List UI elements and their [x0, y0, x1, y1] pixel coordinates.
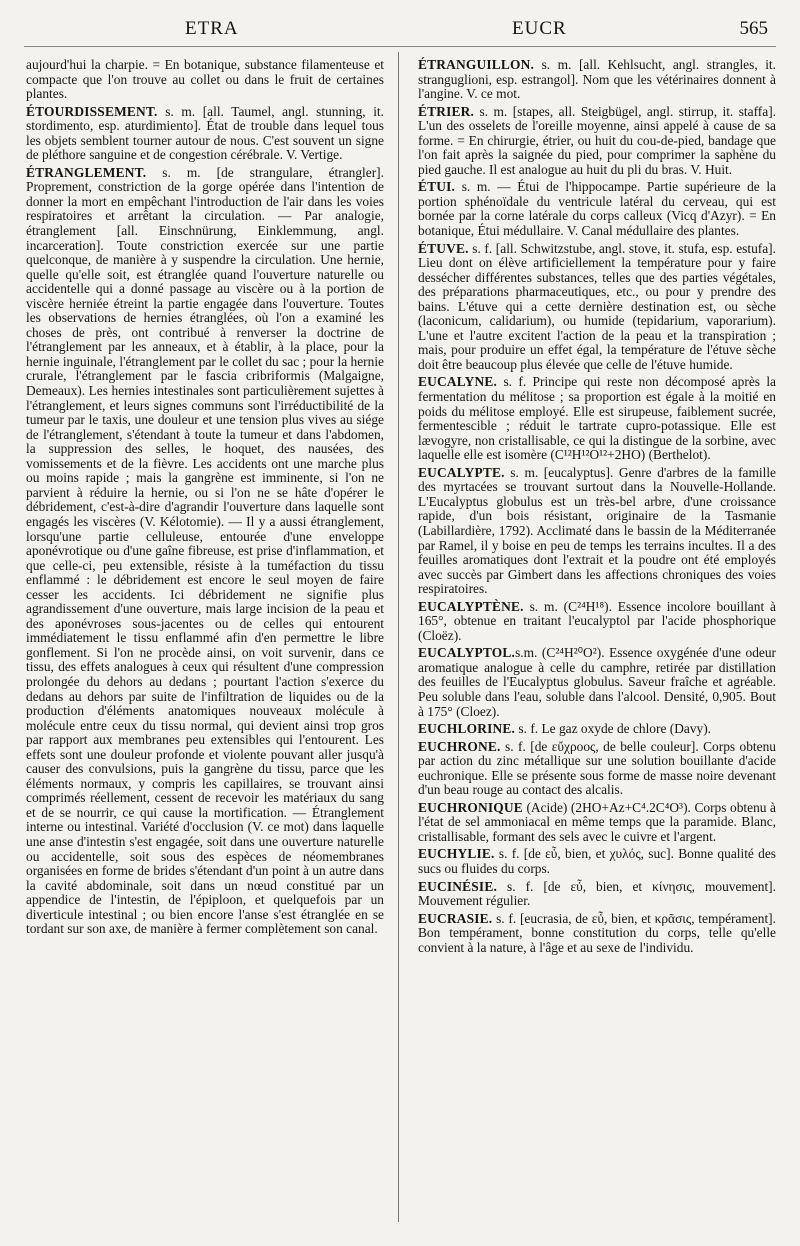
- entry-text: s. m. [all. Kehlsucht, angl. strangles, it. stranguglioni, esp. estrangol]. Nom que les vétérinaires donnent à l'angine. V. ce mot.: [418, 57, 776, 102]
- entry-text: (Acide) (2HO+Az+C⁴.2C⁴O³). Corps obtenu à l'état de sel ammoniacal en même temps que la paramide. Blanc, cristallisable, formant des sels avec le cuivre et l'argent.: [418, 799, 776, 844]
- entry-headword: EUCHRONIQUE: [418, 799, 523, 815]
- entry-text: s.m. (C²⁴H²⁰O²). Essence oxygénée d'une odeur aromatique analogue à celle du camphre, retirée par distillation des feuilles de l'Eucalyptus globulus. Saveur fraîche et agréable. Peu soluble dans l'eau, soluble dans l'alcool. Densité, 0,905. Bout à 175° (Cloez).: [418, 645, 776, 719]
- entry-headword: ÉTUI.: [418, 179, 456, 195]
- dictionary-entry: [418, 105, 776, 178]
- entry-text: aujourd'hui la charpie. = En botanique, substance filamenteuse et compacte que l'on trouve au collet ou dans le fruit de certaines plantes.: [26, 57, 384, 102]
- dictionary-entry: [418, 646, 776, 719]
- dictionary-entry: [418, 375, 776, 462]
- dictionary-entry: [418, 801, 776, 845]
- dictionary-entry: [418, 740, 776, 798]
- dictionary-entry: [26, 58, 384, 102]
- right-column: [418, 58, 776, 958]
- running-head-right: EUCR: [512, 18, 567, 39]
- dictionary-entry: [418, 880, 776, 909]
- entry-text: s. m. [all. Taumel, angl. stunning, it. stordimento, esp. aturdimiento]. État de trouble dans lequel tous les objets semblent tourner autour de nous. C'est souvent un signe de pléthore sanguine et de congestion cérébrale. V. Vertige.: [26, 103, 384, 163]
- running-head-left: ETRA: [185, 18, 239, 39]
- entry-text: s. f. [de εὖ, bien, et χυλός, suc]. Bonne qualité des sucs ou fluides du corps.: [418, 846, 776, 876]
- entry-headword: EUCRASIE.: [418, 910, 493, 926]
- entry-headword: EUCALYNE.: [418, 374, 498, 390]
- entry-text: s. m. [eucalyptus]. Genre d'arbres de la famille des myrtacées se trouvant surtout dans la Nouvelle-Hollande. L'Eucalyptus globulus est un très-bel arbre, d'une croissance rapide, d'un bois résistant, originaire de la Tasmanie (Labillardière, 1792). Acclimaté dans le bassin de la Méditerranée par Ramel, il y boise en peu de temps les terrains incultes. Il a des feuilles aromatiques dont l'extrait et la poudre ont été employés avec succès par Gimbert dans les affections chroniques des voies respiratoires.: [418, 464, 776, 597]
- dictionary-entry: [418, 242, 776, 373]
- entry-text: s. m. (C²⁴H¹⁸). Essence incolore bouillant à 165°, obtenue en traitant l'eucalyptol par l'acide phosphorique (Cloëz).: [418, 598, 776, 643]
- dictionary-entry: [418, 58, 776, 102]
- dictionary-entry: [418, 722, 776, 737]
- page-number: 565: [739, 18, 768, 39]
- header-rule: [24, 46, 776, 47]
- entry-headword: ÉTUVE.: [418, 240, 469, 256]
- dictionary-entry: [418, 466, 776, 597]
- dictionary-entry: [26, 105, 384, 163]
- dictionary-entry: [418, 600, 776, 644]
- entry-text: s. f. [de εὔχροος, de belle couleur]. Corps obtenu par action du zinc métallique sur une solution bouillante d'acide euchronique. Elle se présente sous forme de masse noire devenant d'un beau rouge au contact des alcalis.: [418, 738, 776, 798]
- entry-headword: EUCHYLIE.: [418, 846, 495, 862]
- dictionary-entry: [418, 912, 776, 956]
- column-divider: [398, 52, 399, 1222]
- entry-text: s. f. Le gaz oxyde de chlore (Davy).: [515, 721, 712, 737]
- entry-headword: EUCHRONE.: [418, 738, 501, 754]
- entry-text: s. m. — Étui de l'hippocampe. Partie supérieure de la portion sphénoïdale du ventricule latéral du cerveau, qui est bornée par la corne latérale du corps calleux (Vicq d'Azyr). = En botanique, Étui médullaire. V. Canal médullaire des plantes.: [418, 179, 776, 239]
- entry-headword: ÉTOURDISSEMENT.: [26, 103, 158, 119]
- left-column: [26, 58, 384, 940]
- dictionary-entry: [418, 180, 776, 238]
- entry-headword: EUCALYPTE.: [418, 464, 505, 480]
- entry-text: s. f. [eucrasia, de εὖ, bien, et κρᾶσις, tempérament]. Bon tempérament, bonne constitution du corps, telle qu'elle convient à la nature, à l'âge et au sexe de l'individu.: [418, 910, 776, 955]
- entry-text: s. m. [de strangulare, étrangler]. Proprement, constriction de la gorge opérée dans l'intention de donner la mort en empêchant l'introduction de l'air dans les voies respiratoires et arrêtant la circulation. — Par analogie, étranglement [all. Einschnürung, Einklemmung, angl. incarceration]. Toute constriction exercée sur une partie quelconque, de manière à y suspendre la circulation. Une hernie, quelle qu'elle soit, est étranglée quand l'ouverture naturelle ou accidentelle qui a donné passage au viscère ou à la portion de viscère herniée étreint la partie engagée dans l'ouverture. Toutes les observations de hernies étranglées, où l'on a examiné les choses de près, ont contribué à renverser la doctrine de l'étranglement par les anneaux, et à établir, à la place, pour la hernie inguinale, l'étranglement par le collet du sac ; pour la hernie crurale, l'étranglement par le fascia cribriformis (Malgaigne, Demeaux). Les hernies intestinales sont particulièrement sujettes à l'étranglement, et leurs signes communs sont l'irréductibilité de la tumeur par le taxis, une douleur et une tension plus vives au siége de l'étranglement, s'étendant à toute la tumeur et dans l'abdomen, la suppression des selles, le hoquet, des nausées, des vomissements et de la fièvre. Les accidents ont une marche plus ou moins rapide ; mais la gangrène est imminente, si l'on ne parvient à réduire la hernie, ou si l'on ne se hâte d'opérer le débridement, c'est-à-dire d'agrandir l'ouverture dans laquelle sont engagés les viscères (V. Kélotomie). — Il y a aussi étranglement, lorsqu'une partie celluleuse, entourée d'une enveloppe aponévrotique ou d'une gaîne fibreuse, est prise d'inflammation, et que celle-ci, peu extensible, résiste à la tuméfaction du tissu enflammé : le débridement est encore le seul moyen de faire cesser les accidents. Ici débridement ne signifie plus agrandissement d'une ouverture, mais large incision de la peau et des aponévroses sous-jacentes ou de celles qui entourent immédiatement le tissu enflammé afin d'en permettre le libre gonflement. Si l'on ne procède ainsi, on voit survenir, dans ce tissu, des effets analogues à ceux qui résultent d'une compression prolongée du dehors au dedans ; pourtant l'action s'exerce du dedans au dehors par suite de l'infiltration de liquides ou de la production d'éléments anatomiques nouveaux molécule à molécule entre ceux du tissu normal, qui devient ainsi trop gros par rapport aux membranes peu extensibles qui l'entourent. Les effets sont une douleur profonde et violente pouvant aller jusqu'à causer des convulsions, puis la gangrène du tissu, parce que les éléments normaux, y compris les capillaires, se trouvant ainsi comprimés réellement, cessent de recevoir les matériaux du sang et de se nourrir, ce qui cause la mortification. — Étranglement interne ou intestinal. Variété d'occlusion (V. ce mot) dans laquelle une anse d'intestin s'est engagée, soit dans une ouverture naturelle ou accidentelle, soit sous des espèces de néomembranes organisées en forme de brides s'étendant d'un point à un autre dans la cavité abdominale, soit dans un nœud constitué par un appendice de l'intestin, de l'épiploon, et quelquefois par un diverticule intestinal ; ou bien encore l'anse s'est étranglée en se tordant sur son axe, de manière à fermer complètement son canal.: [26, 164, 384, 937]
- entry-headword: ÉTRANGUILLON.: [418, 57, 535, 72]
- entry-headword: ÉTRIER.: [418, 103, 475, 119]
- entry-text: s. f. [de εὖ, bien, et κίνησις, mouvement]. Mouvement régulier.: [418, 878, 776, 909]
- entry-headword: EUCINÉSIE.: [418, 878, 498, 894]
- entry-headword: EUCALYPTOL.: [418, 645, 516, 661]
- dictionary-entry: [418, 847, 776, 876]
- entry-text: s. f. Principe qui reste non décomposé après la fermentation du mélitose ; sa proportion est égale à la moitié en poids du mélitose employé. Elle est sirupeuse, faiblement sucrée, fermentescible ; réduit le tartrate cupro-potassique. Elle est lævogyre, non cristallisable, ce qui la distingue de la sorbine, avec laquelle elle est isomère (C¹²H¹²O¹²+2HO) (Berthelot).: [418, 374, 776, 463]
- dictionary-entry: [26, 166, 384, 937]
- entry-headword: EUCHLORINE.: [418, 721, 516, 737]
- entry-headword: ÉTRANGLEMENT.: [26, 164, 147, 180]
- entry-text: s. m. [stapes, all. Steigbügel, angl. stirrup, it. staffa]. L'un des osselets de l'oreille moyenne, ainsi appelé à cause de sa forme. = En chirurgie, étrier, ou huit du cou-de-pied, bandage que l'on fait après la saignée du pied, pour comprimer la saphène du pied gauche. Il est analogue au huit du pli du bras. V. Huit.: [418, 103, 776, 177]
- entry-headword: EUCALYPTÈNE.: [418, 598, 524, 614]
- entry-text: s. f. [all. Schwitzstube, angl. stove, it. stufa, esp. estufa]. Lieu dont on élève artificiellement la température pour y faire dessécher différentes substances, telles que des parties végétales, des préparations pharmaceutiques, etc., ou pour y prendre des bains. L'étuve qui a cette dernière destination est, ou sèche (laconicum, calidarium), ou humide (tepidarium, vaporarium). L'une et l'autre excitent l'action de la peau et la transpiration ; mais, pour produire un effet égal, la température de l'étuve sèche doit être beaucoup plus élevée que celle de l'étuve humide.: [418, 240, 776, 372]
